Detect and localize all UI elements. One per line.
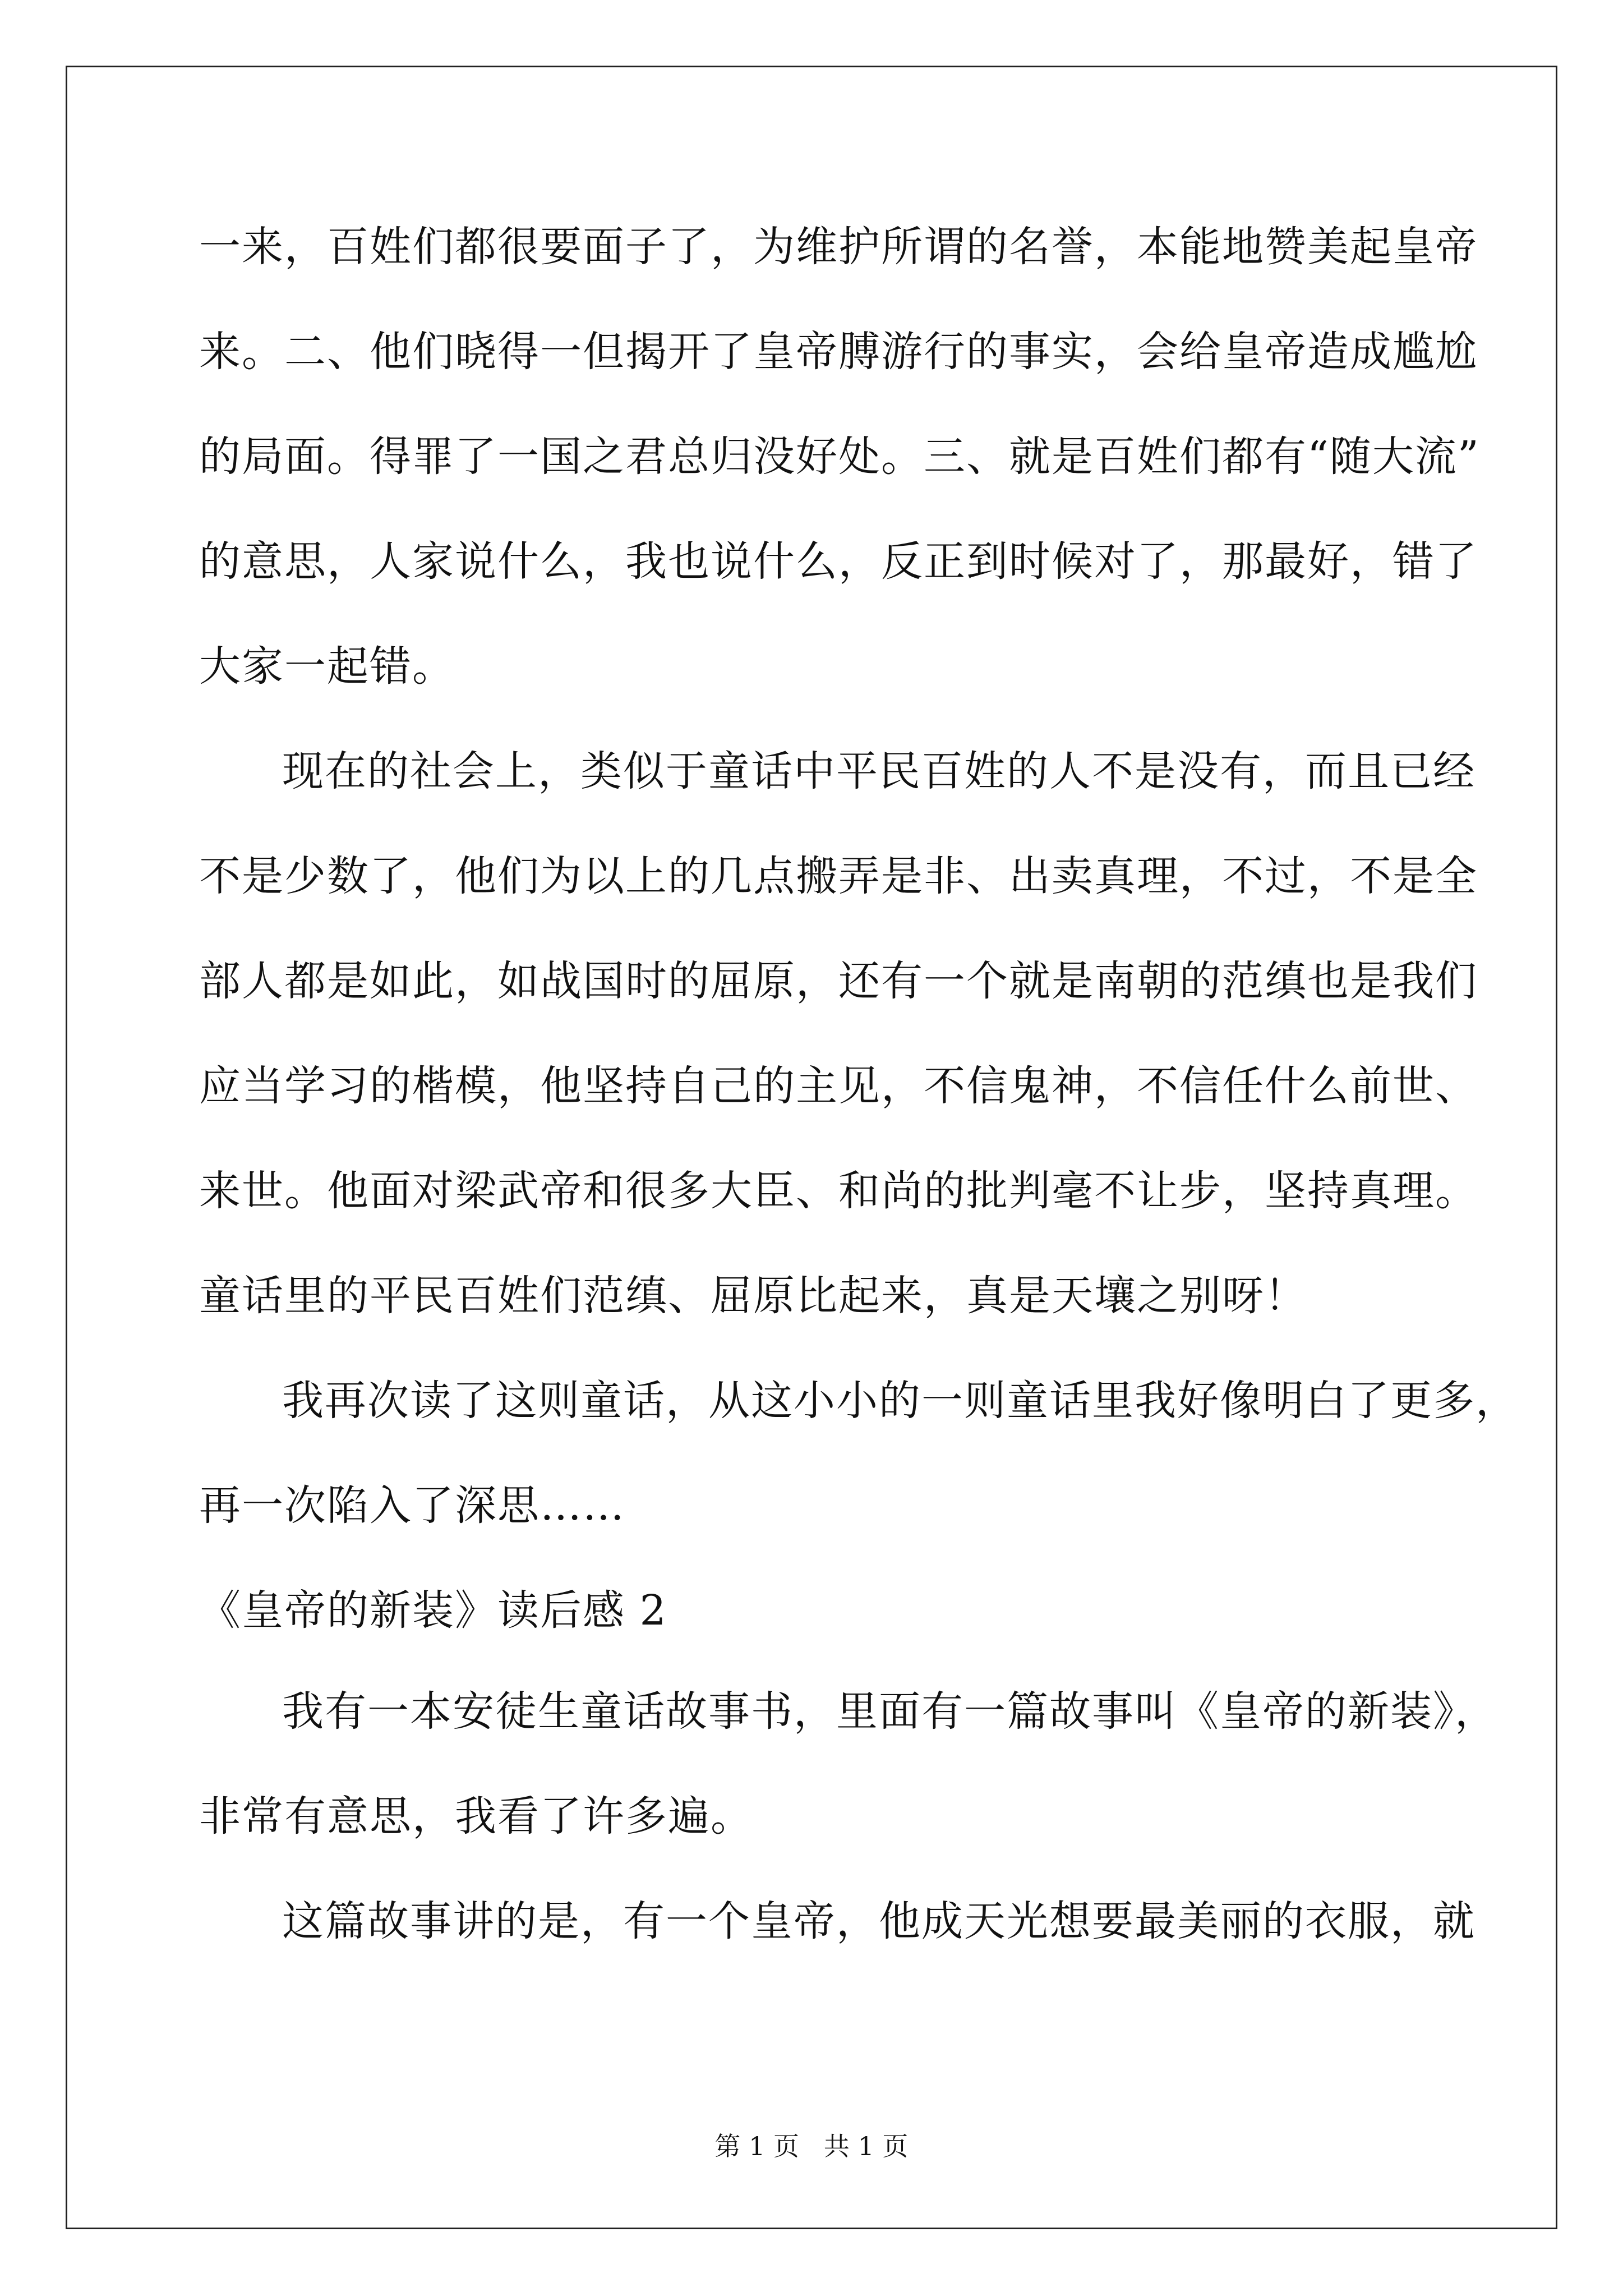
page-footer: 第 1 页 共 1 页 (714, 2131, 909, 2161)
text-line: 来世。他面对梁武帝和很多大臣、和尚的批判毫不让步，坚持真理。 (199, 1167, 1478, 1215)
paragraph-start-line: 我再次读了这则童话，从这小小的一则童话里我好像明白了更多， (282, 1377, 1518, 1425)
text-line: 部人都是如此，如战国时的屈原，还有一个就是南朝的范缜也是我们 (199, 957, 1478, 1005)
paragraph-start-line: 现在的社会上，类似于童话中平民百姓的人不是没有，而且已经 (282, 747, 1476, 795)
section-heading: 《皇帝的新装》读后感 2 (199, 1586, 667, 1635)
text-line: 一来，百姓们都很要面子了，为维护所谓的名誉，本能地赞美起皇帝 (199, 223, 1478, 271)
text-line: 应当学习的楷模，他坚持自己的主见，不信鬼神，不信任什么前世、 (199, 1062, 1478, 1110)
paragraph-start-line: 这篇故事讲的是，有一个皇帝，他成天光想要最美丽的衣服，就 (282, 1897, 1476, 1945)
text-line: 再一次陷入了深思…… (199, 1481, 625, 1530)
text-line: 的局面。得罪了一国之君总归没好处。三、就是百姓们都有“随大流” (199, 432, 1480, 481)
text-line: 的意思，人家说什么，我也说什么，反正到时候对了，那最好，错了 (199, 537, 1478, 586)
text-line: 来。二、他们晓得一但揭开了皇帝膊游行的事实，会给皇帝造成尴尬 (199, 328, 1478, 376)
document-body (199, 213, 1518, 1993)
text-line: 大家一起错。 (199, 642, 455, 691)
text-line: 非常有意思，我看了许多遍。 (199, 1792, 753, 1841)
text-line: 童话里的平民百姓们范缜、屈原比起来，真是天壤之别呀！ (199, 1272, 1307, 1320)
paragraph-start-line: 我有一本安徒生童话故事书，里面有一篇故事叫《皇帝的新装》， (282, 1687, 1497, 1736)
text-line: 不是少数了，他们为以上的几点搬弄是非、出卖真理，不过，不是全 (199, 852, 1478, 900)
